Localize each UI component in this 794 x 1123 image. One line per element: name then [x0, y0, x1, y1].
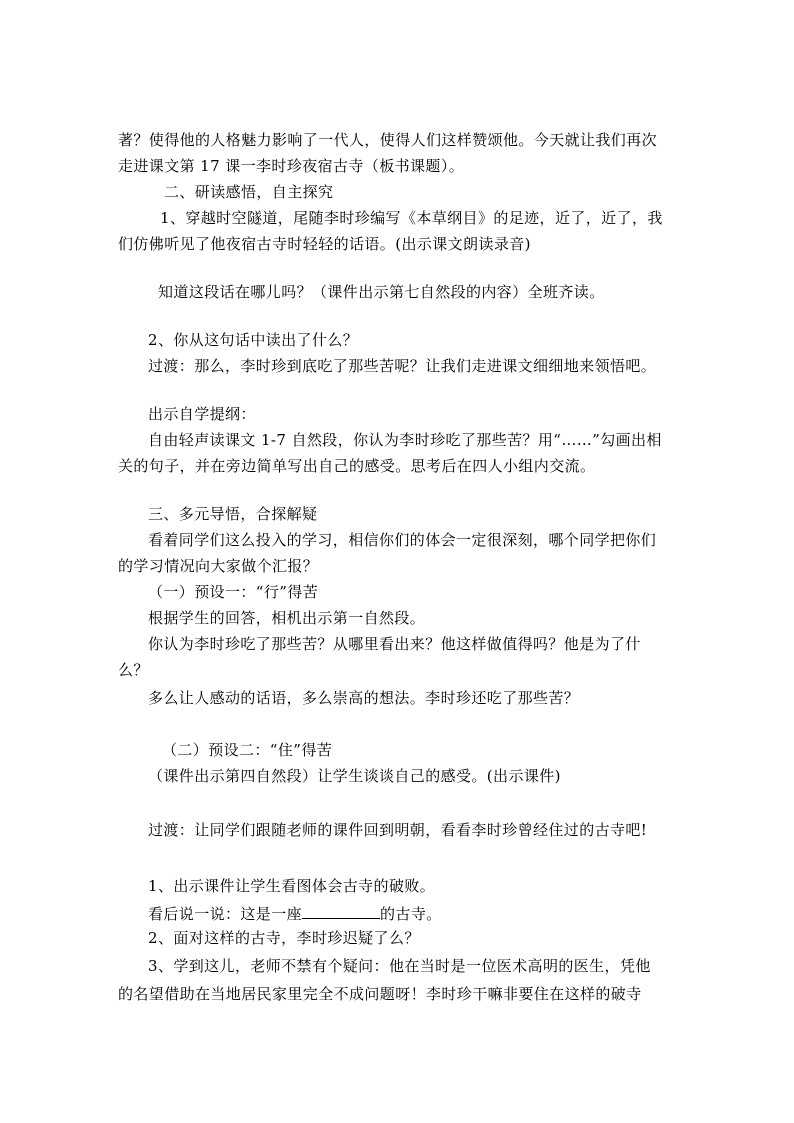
paragraph-line: 著？使得他的人格魅力影响了一代人，使得人们这样赞颂他。今天就让我们再次	[118, 131, 658, 149]
paragraph-line: 过渡：那么，李时珍到底吃了那些苦呢？让我们走进课文细细地来领悟吧。	[148, 357, 657, 375]
paragraph-line: 出示自学提纲：	[148, 405, 256, 423]
paragraph-line: 么？	[118, 661, 149, 679]
fill-in-prefix: 看后说一说：这是一座	[148, 905, 303, 923]
paragraph-line: 的名望借助在当地居民家里完全不成问题呀！李时珍干嘛非要住在这样的破寺	[118, 985, 642, 1003]
paragraph-line: 自由轻声读课文 1-7 自然段，你认为李时珍吃了那些苦？用“……”勾画出相	[148, 431, 662, 449]
paragraph-line: 2、面对这样的古寺，李时珍迟疑了么？	[148, 929, 420, 947]
paragraph-line: （课件出示第四自然段）让学生谈谈自己的感受。(出示课件)	[148, 767, 561, 785]
section-heading: 二、研读感悟，自主探究	[164, 183, 334, 201]
paragraph-line: 你认为李时珍吃了那些苦？从哪里看出来？他这样做值得吗？他是为了什	[148, 635, 641, 653]
fill-in-line	[148, 902, 442, 924]
paragraph-line: 们仿佛听见了他夜宿古寺时轻轻的话语。(出示课文朗读录音)	[118, 235, 531, 253]
paragraph-line: 2、你从这句话中读出了什么？	[148, 331, 359, 349]
paragraph-line: 走进课文第 17 课一李时珍夜宿古寺（板书课题）。	[118, 157, 465, 175]
paragraph-line: 关的句子，并在旁边简单写出自己的感受。思考后在四人小组内交流。	[118, 457, 596, 475]
paragraph-line: 1、出示课件让学生看图体会古寺的破败。	[148, 877, 436, 895]
section-heading: 三、多元导悟，合探解疑	[148, 505, 318, 523]
paragraph-line: 1、穿越时空隧道，尾随李时珍编写《本草纲目》的足迹，近了，近了，我	[160, 209, 663, 227]
paragraph-line: 看着同学们这么投入的学习，相信你们的体会一定很深刻，哪个同学把你们	[148, 531, 657, 549]
paragraph-line: 3、学到这儿，老师不禁有个疑问：他在当时是一位医术高明的医生，凭他	[148, 957, 651, 975]
paragraph-line: 的学习情况向大家做个汇报？	[118, 557, 319, 575]
paragraph-line: 过渡：让同学们跟随老师的课件回到明朝，看看李时珍曾经住过的古寺吧!	[148, 821, 648, 839]
paragraph-line: 知道这段话在哪儿吗？（课件出示第七自然段的内容）全班齐读。	[158, 283, 605, 301]
paragraph-line: 多么让人感动的话语，多么崇高的想法。李时珍还吃了那些苦？	[148, 689, 580, 707]
answer-blank	[302, 902, 380, 919]
subsection-heading: （二）预设二：“住”得苦	[162, 741, 333, 759]
fill-in-suffix: 的古寺。	[380, 905, 442, 923]
paragraph-line: 根据学生的回答，相机出示第一自然段。	[148, 609, 426, 627]
subsection-heading: （一）预设一：“行”得苦	[148, 583, 319, 601]
